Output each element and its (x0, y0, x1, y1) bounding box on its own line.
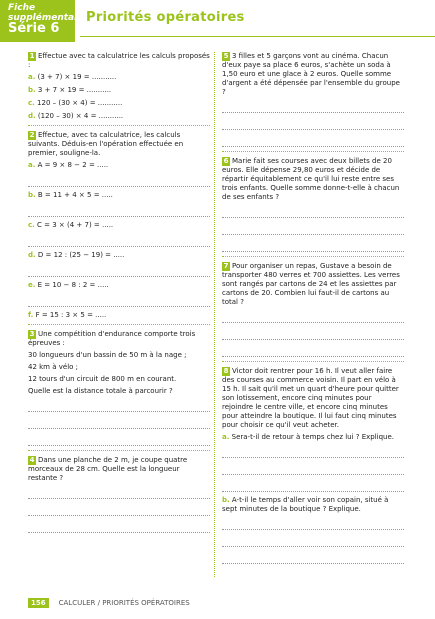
tab-line2: supplémentaire (8, 13, 88, 23)
page-footer (28, 598, 190, 608)
answer-line[interactable] (28, 174, 210, 187)
series-number: Série 6 (8, 21, 60, 36)
item-text: D = 12 : (25 − 19) = ..... (37, 251, 125, 259)
answer-line[interactable] (28, 234, 210, 247)
exercise-badge: 1 (29, 52, 35, 60)
item-letter: a. (28, 73, 36, 81)
exercise-badge: 2 (29, 131, 35, 139)
item-text: (120 – 30) × 4 = ........... (37, 112, 124, 120)
answer-line[interactable] (222, 534, 404, 547)
answer-line[interactable] (222, 479, 404, 492)
answer-line[interactable] (28, 399, 210, 412)
left-column (28, 52, 210, 537)
exercise-4 (28, 456, 210, 533)
question-b: A-t-il le temps d'aller voir son copain, situé à sept minutes de la boutique ? Explique. (222, 496, 389, 513)
exercise-3 (28, 330, 210, 446)
item-letter: b. (28, 86, 36, 94)
answer-line[interactable] (222, 100, 404, 113)
question-a: Sera-t-il de retour à temps chez lui ? Explique. (231, 433, 395, 441)
exercise-intro: Effectue avec ta calculatrice les calculs proposés : (28, 52, 210, 69)
item-letter: d. (28, 251, 36, 259)
exercise-intro: Une compétition d'endurance comporte trois épreuves : (28, 330, 196, 347)
item-letter: a. (222, 433, 230, 441)
answer-line[interactable] (28, 264, 210, 277)
answer-line[interactable] (222, 327, 404, 340)
answer-line[interactable] (222, 134, 404, 147)
answer-line[interactable] (28, 416, 210, 429)
exercise-intro: Victor doit rentrer pour 16 h. Il veut aller faire des courses au commerce voisin. Il part en vélo à 15 h. Il sait qu'il met un quart d'heure pour quitter son lotissement, encore cinq minutes pour rejoindre le centre ville, et encore cinq minutes pour atteindre la boutique. Il lui faut cinq minutes pour choisir ce qu'il veut acheter. (222, 367, 399, 429)
event-line-2: 42 km à vélo ; (28, 363, 79, 371)
exercise-intro: 3 filles et 5 garçons vont au cinéma. Chacun d'eux paye sa place 6 euros, s'achète un soda à 1,50 euro et une glace à 2 euros. Quelle somme d'argent a été dépensée par l'ensemble du groupe ? (222, 52, 400, 96)
exercise-badge: 6 (223, 157, 229, 165)
item-letter: b. (28, 191, 36, 199)
answer-line[interactable] (222, 517, 404, 530)
answer-line[interactable] (222, 551, 404, 564)
answer-line[interactable] (28, 294, 210, 307)
answer-line[interactable] (28, 204, 210, 217)
item-text: E = 10 − 8 : 2 = ..... (37, 281, 109, 289)
item-letter: b. (222, 496, 230, 504)
exercise-5 (222, 52, 404, 147)
exercise-intro: Effectue, avec ta calculatrice, les calculs suivants. Déduis-en l'opération effectuée en premier, souligne-la. (28, 131, 184, 157)
item-letter: a. (28, 161, 36, 169)
item-letter: e. (28, 281, 36, 289)
answer-line[interactable] (28, 486, 210, 499)
answer-line[interactable] (222, 310, 404, 323)
item-text: (3 + 7) × 19 = ........... (37, 73, 117, 81)
answer-line[interactable] (222, 239, 404, 252)
exercise-badge: 5 (223, 52, 229, 60)
item-letter: c. (28, 221, 35, 229)
item-text: A = 9 × 8 − 2 = ..... (37, 161, 109, 169)
separator (222, 361, 404, 362)
item-letter: f. (28, 311, 34, 319)
exercise-2 (28, 131, 210, 320)
answer-line[interactable] (28, 503, 210, 516)
tab-line1: Fiche (8, 3, 36, 13)
answer-line[interactable] (222, 205, 404, 218)
item-text: B = 11 + 4 × 5 = ..... (37, 191, 113, 199)
exercise-badge: 7 (223, 262, 229, 270)
exercise-badge: 3 (29, 330, 35, 338)
exercise-badge: 8 (223, 367, 229, 375)
answer-line[interactable] (222, 344, 404, 357)
separator (28, 450, 210, 451)
separator (222, 256, 404, 257)
separator (28, 324, 210, 325)
item-text: 3 + 7 × 19 = ........... (37, 86, 112, 94)
answer-line[interactable] (222, 117, 404, 130)
separator (28, 125, 210, 126)
item-text: C = 3 × (4 + 7) = ..... (37, 221, 114, 229)
answer-line[interactable] (28, 433, 210, 446)
answer-line[interactable] (28, 520, 210, 533)
answer-line[interactable] (222, 445, 404, 458)
exercise-intro: Pour organiser un repas, Gustave a besoin de transporter 480 verres et 700 assiettes. Les verres sont rangés par cartons de 24 et les assiettes par cartons de 20. Combien lui faut-il de cartons au total ? (222, 262, 400, 306)
item-letter: d. (28, 112, 36, 120)
exercise-question: Quelle est la distance totale à parcourir ? (28, 387, 173, 395)
column-divider (214, 52, 215, 577)
exercise-8 (222, 367, 404, 564)
item-text: F = 15 : 3 × 5 = ..... (35, 311, 107, 319)
event-line-1: 30 longueurs d'un bassin de 50 m à la nage ; (28, 351, 187, 359)
page-title: Priorités opératoires (86, 10, 245, 25)
exercise-6 (222, 157, 404, 252)
exercise-intro: Dans une planche de 2 m, je coupe quatre morceaux de 28 cm. Quelle est la longueur restante ? (28, 456, 188, 482)
exercise-7 (222, 262, 404, 357)
event-line-3: 12 tours d'un circuit de 800 m en courant. (28, 375, 177, 383)
answer-line[interactable] (222, 462, 404, 475)
separator (222, 151, 404, 152)
tab-label (8, 3, 88, 23)
exercise-1 (28, 52, 210, 121)
header-rule (80, 36, 435, 37)
exercise-badge: 4 (29, 456, 35, 464)
footer-text: CALCULER / PRIORITÉS OPÉRATOIRES (58, 599, 190, 607)
page-number: 156 (28, 598, 49, 608)
exercise-intro: Marie fait ses courses avec deux billets de 20 euros. Elle dépense 29,80 euros et décide de répartir équitablement ce qu'il lui reste entre ses trois enfants. Quelle somme donne-t-elle à chacun de ses enfants ? (222, 157, 400, 201)
series-tab (0, 0, 88, 42)
right-column (222, 52, 404, 568)
item-text: 120 – (30 × 4) = ........... (37, 99, 123, 107)
answer-line[interactable] (222, 222, 404, 235)
item-letter: c. (28, 99, 35, 107)
